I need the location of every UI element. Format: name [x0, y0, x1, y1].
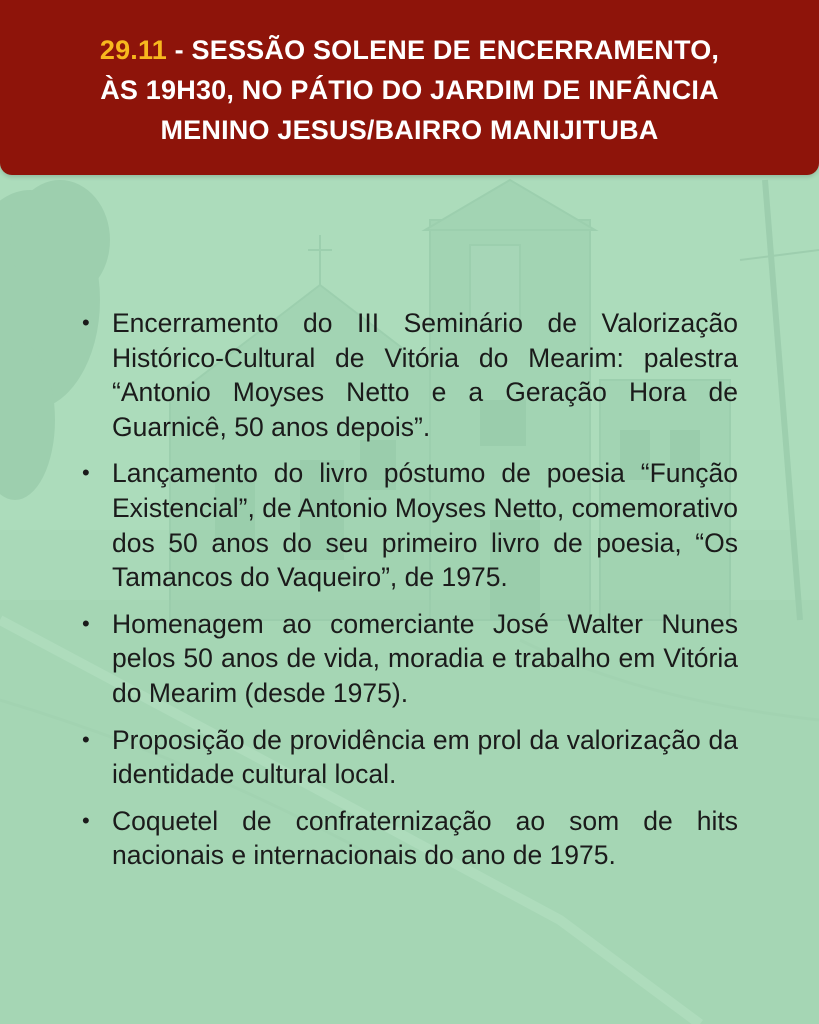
- list-item: [82, 607, 738, 711]
- header-banner: [0, 0, 819, 175]
- list-item-text: Proposição de providência em prol da valorização da identidade cultural local.: [112, 724, 738, 790]
- list-item-text: Coquetel de confraternização ao som de hits nacionais e internacionais do ano de 1975.: [112, 805, 738, 871]
- bullet: •: [82, 610, 90, 636]
- event-title: [40, 30, 779, 150]
- title-line-3: MENINO JESUS/BAIRRO MANIJITUBA: [160, 115, 659, 145]
- list-item: [82, 306, 738, 444]
- event-date: 29.11: [99, 35, 167, 65]
- bullet: •: [82, 310, 90, 335]
- list-item-text: Lançamento do livro póstumo de poesia “Função Existencial”, de Antonio Moyses Netto, comemorativo dos 50 anos do seu primeiro livro de poesia, “Os Tamancos do Vaqueiro”, de 1975.: [112, 458, 738, 593]
- title-line-1: [40, 30, 779, 70]
- bullet: •: [82, 726, 90, 752]
- title-line-2: ÀS 19H30, NO PÁTIO DO JARDIM DE INFÂNCIA: [100, 75, 719, 105]
- title-line-1-text: - SESSÃO SOLENE DE ENCERRAMENTO,: [166, 35, 720, 65]
- list-item-text: Homenagem ao comerciante José Walter Nunes pelos 50 anos de vida, moradia e trabalho em Vitória do Mearim (desde 1975).: [112, 608, 738, 708]
- bullet: •: [82, 460, 90, 486]
- list-item: [82, 456, 738, 594]
- list-item: [82, 804, 738, 873]
- list-item-text: Encerramento do III Seminário de Valorização Histórico-Cultural de Vitória do Mearim: palestra “Antonio Moyses Netto e a Geração Hora de Guarnicê, 50 anos depois”.: [112, 308, 738, 442]
- program-list: [82, 306, 738, 873]
- bullet: •: [82, 807, 90, 833]
- list-item: [82, 723, 738, 792]
- program-content: [82, 306, 738, 885]
